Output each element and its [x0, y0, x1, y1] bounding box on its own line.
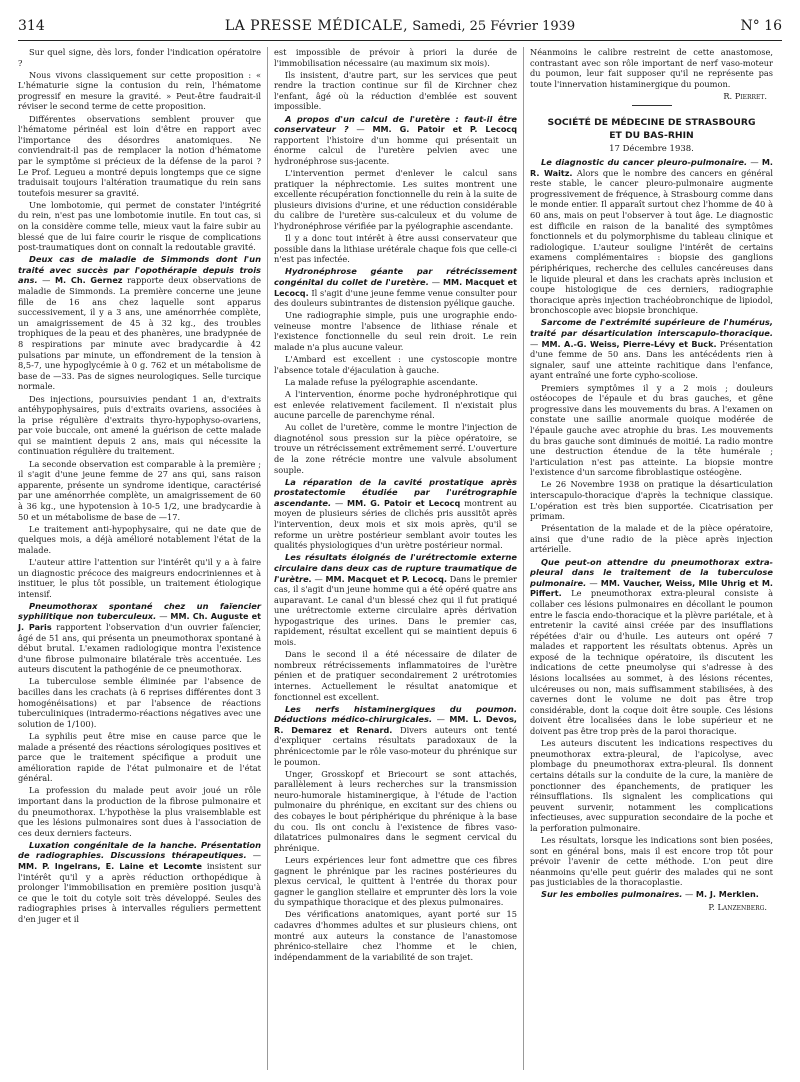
article-calcul-uretere: A propos d'un calcul de l'uretère : faut-il être conservateur ? — MM. G. Patoir et P. Lecocq rapportent l'histoire d'un homme qui présentait un énorme calcul de l'uretère pelvien avec une hydronéphrose sus-jacente.	[274, 113, 518, 166]
article-title: Deux cas de maladie de Simmonds dont l'un traité avec succès par l'opothérapie depuis trois ans.	[18, 254, 261, 286]
paragraph: Premiers symptômes il y a 2 mois ; douleurs ostéocopes de l'épaule et du bras gauches, et gêne progressive dans les mouvements du bras. A l'examen on constate une saillie anormale quoique modérée de l'épaule gauche avec atrophie du bras. Les mouvements du bras gauche sont diminués de moitié. La radio montre une destruction étendue de la tête humérale ; l'articulation n'est pas atteinte. La biopsie montre l'existence d'un sarcome fibroblastique ostéogène.	[530, 382, 773, 478]
paragraph: Néanmoins le calibre restreint de cette anastomose, contrastant avec son rôle important de nerf vaso-moteur du poumon, leur fait supposer qu'il ne représente pas toute l'innervation histaminergique du poumon.	[530, 47, 773, 89]
article-author: MM. G. Patoir et P. Lecocq	[372, 124, 518, 135]
article-title: La réparation de la cavité prostatique après prostatectomie étudiée par l'urétrographie ascendante.	[274, 476, 517, 508]
article-title: Les résultats éloignés de l'urétrectomie externe circulaire dans deux cas de rupture traumatique de l'urètre.	[274, 552, 517, 584]
article-text: Divers auteurs ont tenté d'expliquer certains résultats paradoxaux de la phrénicectomie par le rôle vaso-moteur du phrénique sur le poumon.	[274, 724, 517, 767]
section-title-line: SOCIÉTÉ DE MÉDECINE DE STRASBOURG	[547, 117, 756, 129]
paragraph: La seconde observation est comparable à la première ; il s'agit d'une jeune femme de 27 ans qui, sans raison apparente, présente un syndrome identique, caractérisé par une aménorrhée complète, un amaigrissement de 60 à 36 kg., une hypotension à 10-5 1/2, une bradycardie à 50 et un métabolisme de base de —17.	[18, 458, 261, 522]
article-embolies-pulmonaires: Sur les embolies pulmonaires. — M. J. Merklen.	[541, 889, 759, 900]
article-author: MM. Vaucher, Weiss, Mlle Uhrig et M. Piffert.	[530, 577, 773, 599]
article-title: Pneumothorax spontané chez un faïencier syphilitique non tuberculeux.	[18, 600, 261, 622]
paragraph: La malade refuse la pyélographie ascendante.	[285, 376, 478, 387]
column-divider	[523, 47, 524, 1070]
page-number: 314	[18, 18, 45, 34]
paragraph: Différentes observations semblent prouver que l'hématome périnéal est loin d'être en rapport avec l'importance des désordres anatomiques. Ne conviendrait-il pas de remplacer la notion d'hématome par le symptôme si précieux de la défense de la paroi ? Le Prof. Legueu a montré depuis longtemps que ce signe traduisait toujours l'altération traumatique du rein sans toutefois mesurer sa gravité.	[18, 113, 261, 198]
article-text: Il s'agit d'une jeune femme venue consulter pour des douleurs subintrantes de distension pyélique gauche.	[274, 287, 517, 309]
article-luxation: Luxation congénitale de la hanche. Présentation de radiographies. Discussions thérapeutiques. — MM. P. Ingelrans, E. Laine et Lecomte insistent sur l'intérêt qu'il y a après réduction orthopédique à prolonger l'immobilisation en première position jusqu'à ce que le toit du cotyle soit très développé. Seules des radiographies prises à intervalles réguliers permettent d'en juger et il	[18, 839, 262, 924]
article-author: M. R. Waitz.	[530, 157, 774, 178]
article-pneumothorax-extrapleural: Que peut-on attendre du pneumothorax extra-pleural dans le traitement de la tuberculose pulmonaire. — MM. Vaucher, Weiss, Mlle Uhrig et M. Piffert. Le pneumothorax extra-pleural consiste à collaber ces lésions pulmonaires en décollant le poumon entre le fascia endo-thoracique et la plèvre pariétale, et à entretenir la cavité ainsi créée par des insufflations répétées d'air ou d'huile. Les auteurs ont opéré 7 malades et rapportent les résultats obtenus. Après un exposé de la technique opératoire, ils discutent les indications de cette pneumolyse qui s'adresse à des lésions localisées au sommet, à des lésions récentes, ulcéreuses ou non, mais suffisamment stabilisées, à des cavernes dont le volume ne doit pas être trop considérable, dont la coque doit être souple. Ces lésions doivent être localisées dans le lobe supérieur et ne doivent pas être trop près de la paroi thoracique.	[530, 556, 773, 737]
article-author: MM. Macquet et P. Lecocq.	[325, 573, 447, 584]
article-author: MM. Ch. Auguste et J. Paris	[18, 611, 261, 632]
column-divider	[267, 47, 268, 1070]
article-text: rapportent l'observation d'un ouvrier faïencier, âgé de 51 ans, qui présenta un pneumothorax spontané à début brutal. L'examen radiologique montra l'existence d'une fibrose pulmonaire bilatérale très accentuée. Les auteurs discutent la pathogénie de ce pneumothorax.	[18, 621, 261, 675]
article-title: Luxation congénitale de la hanche. Présentation de radiographies. Discussions thérapeutiques.	[18, 839, 261, 861]
paragraph: La profession du malade peut avoir joué un rôle important dans la production de la fibrose pulmonaire et du pneumothorax. L'hypothèse la plus vraisemblable est que les lésions pulmonaires sont dues à l'association de ces deux derniers facteurs.	[18, 785, 261, 838]
article-text: rapportent l'histoire d'un homme qui présentait un énorme calcul de l'uretère pelvien avec une hydronéphrose sus-jacente.	[274, 134, 517, 166]
paragraph: La tuberculose semble éliminée par l'absence de bacilles dans les crachats (à 6 reprises différentes dont 3 homogénéisations) et par l'absence de réactions tuberculiniques (intradermo-réactions négatives avec une solution de 1/100).	[18, 676, 261, 729]
paragraph: Une radiographie simple, puis une urographie endo-veineuse montre l'absence de lithiase rénale et l'existence fonctionnelle du seul rein droit. Le rein malade n'a plus aucune valeur.	[274, 310, 517, 353]
article-author: M. J. Merklen.	[695, 889, 759, 900]
paragraph: Présentation de la malade et de la pièce opératoire, ainsi que d'une radio de la pièce après injection artérielle.	[530, 523, 773, 555]
paragraph: Leurs expériences leur font admettre que ces fibres gagnent le phrénique par les racines postérieures du plexus cervical, le quittent à l'entrée du thorax pour gagner le ganglion stellaire et emprunter dès lors la voie du sympathique thoracique et des plexus pulmonaires.	[274, 854, 517, 908]
article-title: Sur les embolies pulmonaires.	[541, 889, 683, 900]
paragraph: Au collet de l'uretère, comme le montre l'injection de diagnoténol sous pression sur la pièce opératoire, se trouve un rétrécissement extrêmement serré. L'ouverture de la zone rétrécie montre une valvule absolument souple.	[274, 422, 517, 475]
paragraph: Dans le second il a été nécessaire de dilater de nombreux rétrécissements inflammatoires de l'urètre pénien et de pratiquer secondairement 2 urétrotomies internes. Actuellement le résultat anatomique et fonctionnel est excellent.	[274, 649, 517, 702]
journal-name: LA PRESSE MÉDICALE,	[224, 18, 409, 34]
article-author: MM. G. Patoir et Lecocq	[347, 497, 461, 508]
article-simmonds: Deux cas de maladie de Simmonds dont l'un traité avec succès par l'opothérapie depuis trois ans. — M. Ch. Gernez rapporte deux observations de maladie de Simmonds. La première concerne une jeune fille de 16 ans chez laquelle sont apparus successivement, il y a 3 ans, une aménorrhée complète, un amaigrissement de 45 à 32 kg., des troubles trophiques de la peau et des phanères, une bradypnée de 8 respirations par minute avec bradycardie à 42 pulsations par minute, un effondrement de la tension à 8,5-7, une hypoglycémie à 0 g. 762 et un métabolisme de base de —33. Pas de signes neurologiques. Selle turcique normale.	[18, 254, 261, 392]
article-text: rapporte deux observations de maladie de Simmonds. La première concerne une jeune fille de 16 ans chez laquelle sont apparus successivement, il y a 3 ans, une aménorrhée complète, un amaigrissement de 45 à 32 kg., des troubles trophiques de la peau et des phanères, une bradypnée de 8 respirations par minute avec bradycardie à 42 pulsations par minute, un effondrement de la tension à 8,5-7, une hypoglycémie à 0 g. 762 et un métabolisme de base de —33. Pas de signes neurologiques. Selle turcique normale.	[18, 275, 261, 392]
article-pneumothorax-faiencier: Pneumothorax spontané chez un faïencier syphilitique non tuberculeux. — MM. Ch. Auguste et J. Paris rapportent l'observation d'un ouvrier faïencier, âgé de 51 ans, qui présenta un pneumothorax spontané à début brutal. L'examen radiologique montra l'existence d'une fibrose pulmonaire bilatérale très accentuée. Les auteurs discutent la pathogénie de ce pneumothorax.	[18, 600, 261, 675]
section-divider	[632, 105, 672, 106]
article-title: Hydronéphrose géante par rétrécissement congénital du collet de l'uretère.	[274, 266, 517, 287]
paragraph: L'intervention permet d'enlever le calcul sans pratiquer la néphrectomie. Les suites montrent une excellente récupération fonctionnelle du rein à la suite de plusieurs divisions d'urine, et une réduction considérable du calibre de l'uretère sus-calculeux et du volume de l'hydronéphrose vérifiée par la pyélographie ascendante.	[274, 168, 517, 231]
article-text: Le pneumothorax extra-pleural consiste à collaber ces lésions pulmonaires en décollant le poumon entre le fascia endo-thoracique et la plèvre pariétale, et à entretenir la cavité ainsi créée par des insufflations répétées d'air ou d'huile. Les auteurs ont opéré 7 malades et rapportent les résultats obtenus. Après un exposé de la technique opératoire, ils discutent les indications de cette pneumolyse qui s'adresse à des lésions localisées au sommet, à des lésions récentes, ulcéreuses ou non, mais suffisamment stabilisées, à des cavernes dont le volume ne doit pas être trop considérable, dont la coque doit être souple. Ces lésions doivent être localisées dans le lobe supérieur et ne doivent pas être trop près de la paroi thoracique.	[530, 588, 773, 737]
article-author: MM. Macquet et Lecocq.	[274, 276, 517, 298]
article-nerfs-histaminergiques: Les nerfs histaminergiques du poumon. Déductions médico-chirurgicales. — MM. L. Devos, R. Demarez et Renard. Divers auteurs ont tenté d'expliquer certains résultats paradoxaux de la phrénicectomie par le rôle vaso-moteur du phrénique sur le poumon.	[274, 703, 517, 767]
page-header	[18, 18, 782, 38]
section-title	[530, 116, 773, 142]
paragraph: Les auteurs discutent les indications respectives du pneumothorax extra-pleural, de l'apicolyse, avec plombage du pneumothorax extra-pleural. Ils donnent certains détails sur la conduite de la cure, la manière de ponctionner des épanchements, de pratiquer les réinsufflations. Ils signalent les complications qui peuvent survenir, notamment les complications infectieuses, avec suppuration secondaire de la poche et la perforation pulmonaire.	[530, 738, 773, 833]
article-author: MM. P. Ingelrans, E. Laine et Lecomte	[18, 861, 203, 872]
article-title: Le diagnostic du cancer pleuro-pulmonaire.	[541, 157, 748, 168]
article-cavite-prostatique: La réparation de la cavité prostatique après prostatectomie étudiée par l'urétrographie ascendante. — MM. G. Patoir et Lecocq montrent au moyen de plusieurs séries de clichés pris aussitôt après l'intervention, deux mois et six mois après, qu'il se reforme un urètre postérieur semblant avoir toutes les qualités physiologiques d'un urètre postérieur normal.	[274, 476, 517, 551]
paragraph: La syphilis peut être mise en cause parce que le malade a présenté des réactions sérologiques positives et parce que le traitement spécifique a produit une amélioration rapide de l'état pulmonaire et de l'état général.	[18, 730, 261, 784]
article-cancer-pleuro-pulmonaire: Le diagnostic du cancer pleuro-pulmonaire. — M. R. Waitz. Alors que le nombre des cancers en général reste stable, le cancer pleuro-pulmonaire augmente progressivement de fréquence, à Strasbourg comme dans le monde entier. Il apparaît surtout chez l'homme de 40 à 60 ans, mais on peut l'observer à tout âge. Le diagnostic est difficile en raison de la banalité des symptômes fonctionnels et du polymorphisme du tableau clinique et radiologique. L'auteur souligne l'intérêt de certains examens complémentaires : biopsie des ganglions périphériques, recherche des cellules cancéreuses dans le liquide pleural et dans les crachats après inclusion et coupe histologique de ces derniers, radiographie thoracique après injection trachéobronchique de lipiodol, bronchoscopie avec biopsie bronchique.	[530, 157, 774, 316]
paragraph: Une lombotomie, qui permet de constater l'intégrité du rein, n'est pas une lombotomie inutile. En tout cas, si on la considère comme telle, mieux vaut la faire subir au blessé que de lui faire courir le risque de complications post-traumatiques dont on connaît la redoutable gravité.	[18, 199, 261, 253]
signature: R. Pierret.	[723, 90, 767, 101]
session-date: 17 Décembre 1938.	[609, 144, 694, 155]
paragraph: A l'intervention, énorme poche hydronéphrotique qui est enlevée relativement facilement. Il n'existait plus aucune parcelle de parenchyme rénal.	[274, 388, 517, 421]
issue-date: Samedi, 25 Février 1939	[408, 19, 576, 34]
column-3	[530, 47, 773, 914]
article-author: MM. A.-G. Weiss, Pierre-Lévy et Buck.	[541, 338, 717, 349]
article-author: M. Ch. Gernez	[55, 275, 123, 286]
paragraph: Le traitement anti-hypophysaire, qui ne date que de quelques mois, a déjà amélioré notablement l'état de la malade.	[18, 523, 261, 555]
paragraph: Il y a donc tout intérêt à être aussi conservateur que possible dans la lithiase urétérale chaque fois que celle-ci n'est pas infectée.	[274, 233, 517, 265]
article-author: MM. L. Devos, R. Demarez et Renard.	[274, 714, 517, 735]
article-hydronephrose: Hydronéphrose géante par rétrécissement congénital du collet de l'uretère. — MM. Macquet et Lecocq. Il s'agit d'une jeune femme venue consulter pour des douleurs subintrantes de distension pyélique gauche.	[274, 266, 517, 309]
paragraph: Ils insistent, d'autre part, sur les services que peut rendre la traction continue sur fil de Kirchner chez l'enfant, âgé où la réduction d'emblée est souvent impossible.	[274, 69, 517, 112]
article-urethrectomie: Les résultats éloignés de l'urétrectomie externe circulaire dans deux cas de rupture traumatique de l'urètre. — MM. Macquet et P. Lecocq. Dans le premier cas, il s'agit d'un jeune homme qui a été opéré quatre ans auparavant. Le canal d'un blessé chez qui il fut pratiqué une urétrectomie externe circulaire après dérivation hypogastrique des urines. Dans le premier cas, rapidement, résultat excellent qui se maintient depuis 6 mois.	[274, 552, 517, 648]
paragraph: Des vérifications anatomiques, ayant porté sur 15 cadavres d'hommes adultes et sur plusieurs chiens, ont montré aux auteurs la constance de l'anastomose phrénico-stellaire chez l'homme et le chien, indépendamment de la variabilité de son trajet.	[274, 909, 517, 962]
paragraph: Les résultats, lorsque les indications sont bien posées, sont en général bons, mais il est encore trop tôt pour prévoir l'avenir de cette méthode. L'on peut dire néanmoins qu'elle peut guérir des malades qui ne sont pas justiciables de la thoracoplastie.	[530, 834, 773, 888]
article-text: Alors que le nombre des cancers en général reste stable, le cancer pleuro-pulmonaire augmente progressivement de fréquence, à Strasbourg comme dans le monde entier. Il apparaît surtout chez l'homme de 40 à 60 ans, mais on peut l'observer à tout âge. Le diagnostic est difficile en raison de la banalité des symptômes fonctionnels et du polymorphisme du tableau clinique et radiologique. L'auteur souligne l'intérêt de certains examens complémentaires : biopsie des ganglions périphériques, recherche des cellules cancéreuses dans le liquide pleural et dans les crachats après inclusion et coupe histologique de ces derniers, radiographie thoracique après injection trachéobronchique de lipiodol, bronchoscopie avec biopsie bronchique.	[530, 167, 773, 316]
article-text: Présentation d'une femme de 50 ans. Dans les antécédents rien à signaler, sauf une atteinte rachitique dans l'enfance, ayant entraîné une forte cypho-scoliose.	[530, 338, 773, 381]
article-title: Les nerfs histaminergiques du poumon. Déductions médico-chirurgicales.	[274, 703, 517, 725]
article-text: Dans le premier cas, il s'agit d'un jeune homme qui a été opéré quatre ans auparavant. Le canal d'un blessé chez qui il fut pratiqué une urétrectomie externe circulaire après dérivation hypogastrique des urines. Dans le premier cas, rapidement, résultat excellent qui se maintient depuis 6 mois.	[274, 573, 517, 648]
article-text: montrent au moyen de plusieurs séries de clichés pris aussitôt après l'intervention, deux mois et six mois après, qu'il se reforme un urètre postérieur semblant avoir toutes les qualités physiologiques d'un urètre postérieur normal.	[274, 497, 517, 551]
paragraph: L'Ambard est excellent : une cystoscopie montre l'absence totale d'éjaculation à gauche.	[274, 354, 517, 375]
paragraph: L'auteur attire l'attention sur l'intérêt qu'il y a à faire un diagnostic précoce des maigreurs endocriniennes et à instituer, le plus tôt possible, un traitement étiologique intensif.	[18, 556, 261, 599]
journal-title	[18, 18, 782, 34]
paragraph: Le 26 Novembre 1938 on pratique la désarticulation interscapulo-thoracique d'après la technique classique. L'opération est très bien supportée. Cicatrisation per primam.	[530, 479, 773, 522]
paragraph: Sur quel signe, dès lors, fonder l'indication opératoire ?	[18, 47, 261, 68]
header-rule	[18, 40, 782, 41]
column-1	[18, 47, 261, 926]
article-title: A propos d'un calcul de l'uretère : faut-il être conservateur ?	[274, 113, 517, 135]
article-title: Sarcome de l'extrémité supérieure de l'humérus, traité par désarticulation interscapulo-thoracique.	[530, 317, 773, 339]
section-title-line: ET DU BAS-RHIN	[609, 130, 694, 142]
paragraph: est impossible de prévoir à priori la durée de l'immobilisation nécessaire (au maximum six mois).	[274, 47, 517, 68]
signature: P. Lanzenberg.	[708, 901, 767, 912]
paragraph: Unger, Grosskopf et Briecourt se sont attachés, parallèlement à leurs recherches sur la transmission neuro-humorale histaminergique, à l'étude de l'action pulmonaire du phrénique, en excitant sur des chiens ou des cobayes le bout périphérique du phrénique à la base du cou. Ils ont conclu à l'existence de fibres vaso-dilatatrices pulmonaires dans le segment cervical du phrénique.	[274, 768, 517, 853]
column-2	[274, 47, 517, 964]
article-text: insistent sur l'intérêt qu'il y a après réduction orthopédique à prolonger l'immobilisation en première position jusqu'à ce que le toit du cotyle soit très développé. Seules des radiographies prises à intervalles réguliers permettent d'en juger et il	[18, 861, 262, 924]
paragraph: Nous vivons classiquement sur cette proposition : « L'hématurie signe la contusion du rein, l'hématome progressif en mesure la gravité. » Peut-être faudrait-il réviser le second terme de cette proposition.	[18, 69, 261, 112]
article-sarcome-humerus: Sarcome de l'extrémité supérieure de l'humérus, traité par désarticulation interscapulo-thoracique. — MM. A.-G. Weiss, Pierre-Lévy et Buck. Présentation d'une femme de 50 ans. Dans les antécédents rien à signaler, sauf une atteinte rachitique dans l'enfance, ayant entraîné une forte cypho-scoliose.	[530, 317, 773, 381]
issue-number: N° 16	[740, 18, 782, 34]
paragraph: Des injections, poursuivies pendant 1 an, d'extraits antéhypophysaires, puis d'extraits ovariens, associées à la prise régulière d'extraits thyro-hypophyso-ovariens, par voie buccale, ont amené la guérison de cette malade qui se maintient depuis 2 ans, mais qui nécessite la continuation régulière du traitement.	[18, 393, 261, 457]
article-title: Que peut-on attendre du pneumothorax extra-pleural dans le traitement de la tuberculose pulmonaire.	[530, 556, 773, 588]
